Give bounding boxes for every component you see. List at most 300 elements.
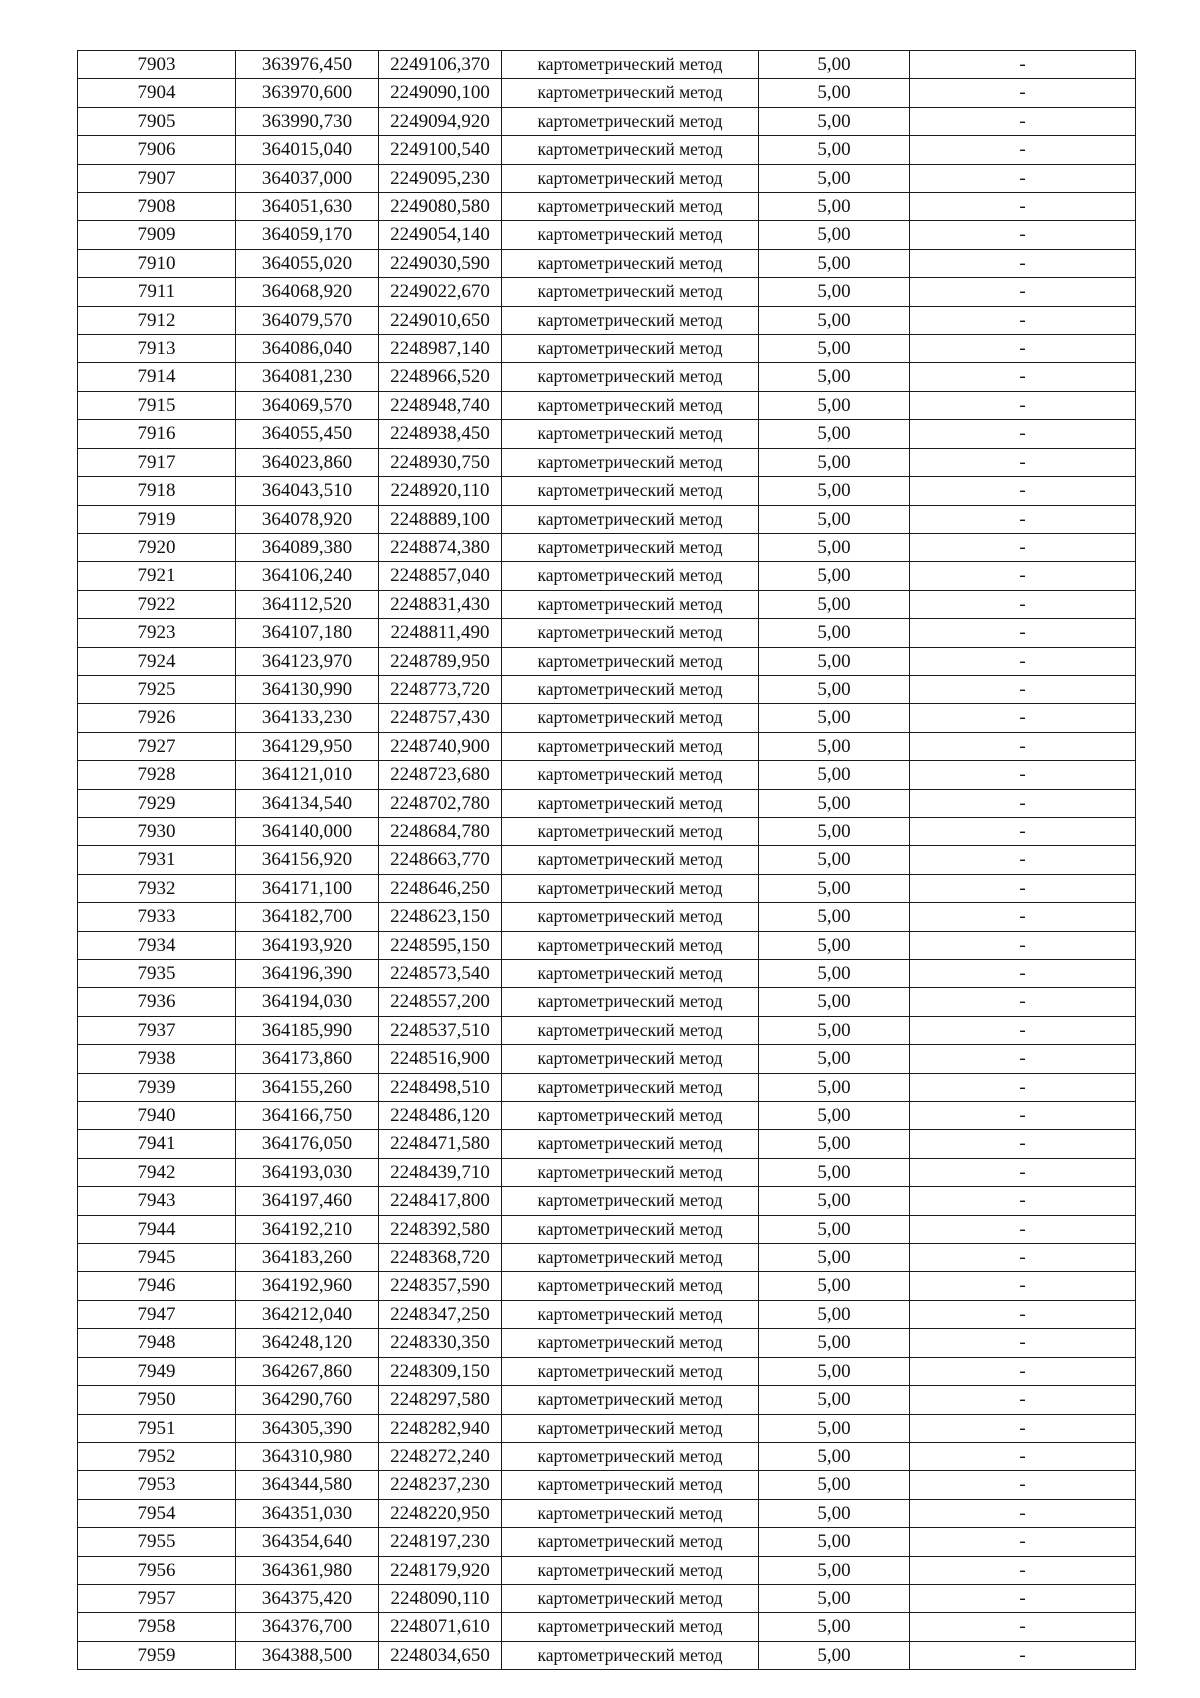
description-cell: - <box>910 1329 1136 1357</box>
method-cell: картометрический метод <box>502 1528 759 1556</box>
point-number-cell: 7935 <box>78 960 236 988</box>
method-cell: картометрический метод <box>502 164 759 192</box>
y-coordinate-cell: 2249054,140 <box>379 221 502 249</box>
table-row <box>78 1300 1136 1328</box>
error-cell: 5,00 <box>759 1584 910 1612</box>
y-coordinate-cell: 2248889,100 <box>379 505 502 533</box>
error-cell: 5,00 <box>759 420 910 448</box>
x-coordinate-cell: 364130,990 <box>236 675 379 703</box>
description-cell: - <box>910 1357 1136 1385</box>
description-cell: - <box>910 193 1136 221</box>
y-coordinate-cell: 2248773,720 <box>379 675 502 703</box>
y-coordinate-cell: 2248938,450 <box>379 420 502 448</box>
description-cell: - <box>910 874 1136 902</box>
method-cell: картометрический метод <box>502 1300 759 1328</box>
table-row <box>78 1613 1136 1641</box>
description-cell: - <box>910 1584 1136 1612</box>
y-coordinate-cell: 2248663,770 <box>379 846 502 874</box>
x-coordinate-cell: 364023,860 <box>236 448 379 476</box>
method-cell: картометрический метод <box>502 874 759 902</box>
x-coordinate-cell: 364059,170 <box>236 221 379 249</box>
error-cell: 5,00 <box>759 391 910 419</box>
error-cell: 5,00 <box>759 817 910 845</box>
y-coordinate-cell: 2248392,580 <box>379 1215 502 1243</box>
description-cell: - <box>910 1641 1136 1669</box>
point-number-cell: 7917 <box>78 448 236 476</box>
point-number-cell: 7954 <box>78 1499 236 1527</box>
y-coordinate-cell: 2248272,240 <box>379 1442 502 1470</box>
description-cell: - <box>910 1158 1136 1186</box>
error-cell: 5,00 <box>759 1499 910 1527</box>
table-row <box>78 960 1136 988</box>
table-row <box>78 533 1136 561</box>
table-row <box>78 1528 1136 1556</box>
y-coordinate-cell: 2248071,610 <box>379 1613 502 1641</box>
table-row <box>78 1556 1136 1584</box>
description-cell: - <box>910 278 1136 306</box>
point-number-cell: 7948 <box>78 1329 236 1357</box>
error-cell: 5,00 <box>759 1045 910 1073</box>
table-row <box>78 505 1136 533</box>
table-row <box>78 164 1136 192</box>
x-coordinate-cell: 364055,020 <box>236 249 379 277</box>
x-coordinate-cell: 364193,920 <box>236 931 379 959</box>
y-coordinate-cell: 2248811,490 <box>379 619 502 647</box>
description-cell: - <box>910 1130 1136 1158</box>
point-number-cell: 7905 <box>78 107 236 135</box>
error-cell: 5,00 <box>759 533 910 561</box>
x-coordinate-cell: 364121,010 <box>236 761 379 789</box>
table-row <box>78 1045 1136 1073</box>
error-cell: 5,00 <box>759 193 910 221</box>
y-coordinate-cell: 2248684,780 <box>379 817 502 845</box>
x-coordinate-cell: 364267,860 <box>236 1357 379 1385</box>
point-number-cell: 7918 <box>78 477 236 505</box>
description-cell: - <box>910 1187 1136 1215</box>
point-number-cell: 7913 <box>78 335 236 363</box>
y-coordinate-cell: 2248723,680 <box>379 761 502 789</box>
table-row <box>78 136 1136 164</box>
error-cell: 5,00 <box>759 107 910 135</box>
description-cell: - <box>910 335 1136 363</box>
y-coordinate-cell: 2248368,720 <box>379 1244 502 1272</box>
error-cell: 5,00 <box>759 1215 910 1243</box>
point-number-cell: 7937 <box>78 1016 236 1044</box>
error-cell: 5,00 <box>759 1641 910 1669</box>
table-row <box>78 1414 1136 1442</box>
method-cell: картометрический метод <box>502 420 759 448</box>
point-number-cell: 7955 <box>78 1528 236 1556</box>
method-cell: картометрический метод <box>502 647 759 675</box>
x-coordinate-cell: 364155,260 <box>236 1073 379 1101</box>
y-coordinate-cell: 2249080,580 <box>379 193 502 221</box>
method-cell: картометрический метод <box>502 1187 759 1215</box>
x-coordinate-cell: 364248,120 <box>236 1329 379 1357</box>
method-cell: картометрический метод <box>502 1215 759 1243</box>
table-row <box>78 1442 1136 1470</box>
error-cell: 5,00 <box>759 1442 910 1470</box>
description-cell: - <box>910 505 1136 533</box>
method-cell: картометрический метод <box>502 51 759 79</box>
method-cell: картометрический метод <box>502 477 759 505</box>
y-coordinate-cell: 2248646,250 <box>379 874 502 902</box>
description-cell: - <box>910 533 1136 561</box>
method-cell: картометрический метод <box>502 1272 759 1300</box>
method-cell: картометрический метод <box>502 619 759 647</box>
y-coordinate-cell: 2248197,230 <box>379 1528 502 1556</box>
point-number-cell: 7907 <box>78 164 236 192</box>
error-cell: 5,00 <box>759 732 910 760</box>
method-cell: картометрический метод <box>502 1102 759 1130</box>
table-row <box>78 1215 1136 1243</box>
point-number-cell: 7939 <box>78 1073 236 1101</box>
x-coordinate-cell: 364051,630 <box>236 193 379 221</box>
error-cell: 5,00 <box>759 221 910 249</box>
method-cell: картометрический метод <box>502 79 759 107</box>
error-cell: 5,00 <box>759 1158 910 1186</box>
method-cell: картометрический метод <box>502 363 759 391</box>
error-cell: 5,00 <box>759 1300 910 1328</box>
error-cell: 5,00 <box>759 931 910 959</box>
method-cell: картометрический метод <box>502 1158 759 1186</box>
table-row <box>78 789 1136 817</box>
description-cell: - <box>910 391 1136 419</box>
table-row <box>78 107 1136 135</box>
description-cell: - <box>910 1414 1136 1442</box>
point-number-cell: 7952 <box>78 1442 236 1470</box>
x-coordinate-cell: 364310,980 <box>236 1442 379 1470</box>
method-cell: картометрический метод <box>502 335 759 363</box>
y-coordinate-cell: 2248282,940 <box>379 1414 502 1442</box>
point-number-cell: 7911 <box>78 278 236 306</box>
point-number-cell: 7953 <box>78 1471 236 1499</box>
point-number-cell: 7916 <box>78 420 236 448</box>
method-cell: картометрический метод <box>502 1386 759 1414</box>
error-cell: 5,00 <box>759 1357 910 1385</box>
point-number-cell: 7951 <box>78 1414 236 1442</box>
point-number-cell: 7938 <box>78 1045 236 1073</box>
description-cell: - <box>910 1386 1136 1414</box>
x-coordinate-cell: 364123,970 <box>236 647 379 675</box>
y-coordinate-cell: 2248857,040 <box>379 562 502 590</box>
error-cell: 5,00 <box>759 1187 910 1215</box>
error-cell: 5,00 <box>759 335 910 363</box>
table-row <box>78 846 1136 874</box>
x-coordinate-cell: 364166,750 <box>236 1102 379 1130</box>
method-cell: картометрический метод <box>502 1641 759 1669</box>
point-number-cell: 7944 <box>78 1215 236 1243</box>
method-cell: картометрический метод <box>502 533 759 561</box>
error-cell: 5,00 <box>759 988 910 1016</box>
error-cell: 5,00 <box>759 164 910 192</box>
description-cell: - <box>910 1244 1136 1272</box>
y-coordinate-cell: 2248330,350 <box>379 1329 502 1357</box>
description-cell: - <box>910 107 1136 135</box>
y-coordinate-cell: 2249022,670 <box>379 278 502 306</box>
description-cell: - <box>910 761 1136 789</box>
error-cell: 5,00 <box>759 590 910 618</box>
point-number-cell: 7931 <box>78 846 236 874</box>
y-coordinate-cell: 2248090,110 <box>379 1584 502 1612</box>
x-coordinate-cell: 364037,000 <box>236 164 379 192</box>
table-row <box>78 1244 1136 1272</box>
method-cell: картометрический метод <box>502 221 759 249</box>
error-cell: 5,00 <box>759 51 910 79</box>
table-row <box>78 1187 1136 1215</box>
table-row <box>78 477 1136 505</box>
point-number-cell: 7921 <box>78 562 236 590</box>
method-cell: картометрический метод <box>502 590 759 618</box>
y-coordinate-cell: 2248595,150 <box>379 931 502 959</box>
y-coordinate-cell: 2248537,510 <box>379 1016 502 1044</box>
x-coordinate-cell: 364183,260 <box>236 1244 379 1272</box>
point-number-cell: 7958 <box>78 1613 236 1641</box>
table-row <box>78 391 1136 419</box>
x-coordinate-cell: 364112,520 <box>236 590 379 618</box>
method-cell: картометрический метод <box>502 1016 759 1044</box>
description-cell: - <box>910 363 1136 391</box>
description-cell: - <box>910 1215 1136 1243</box>
y-coordinate-cell: 2248486,120 <box>379 1102 502 1130</box>
coordinates-table <box>77 50 1136 1670</box>
method-cell: картометрический метод <box>502 107 759 135</box>
y-coordinate-cell: 2248220,950 <box>379 1499 502 1527</box>
x-coordinate-cell: 364107,180 <box>236 619 379 647</box>
method-cell: картометрический метод <box>502 817 759 845</box>
y-coordinate-cell: 2248874,380 <box>379 533 502 561</box>
error-cell: 5,00 <box>759 1073 910 1101</box>
x-coordinate-cell: 364185,990 <box>236 1016 379 1044</box>
point-number-cell: 7936 <box>78 988 236 1016</box>
y-coordinate-cell: 2248789,950 <box>379 647 502 675</box>
y-coordinate-cell: 2248623,150 <box>379 903 502 931</box>
error-cell: 5,00 <box>759 1386 910 1414</box>
x-coordinate-cell: 364194,030 <box>236 988 379 1016</box>
y-coordinate-cell: 2248179,920 <box>379 1556 502 1584</box>
y-coordinate-cell: 2248516,900 <box>379 1045 502 1073</box>
point-number-cell: 7925 <box>78 675 236 703</box>
method-cell: картометрический метод <box>502 1584 759 1612</box>
method-cell: картометрический метод <box>502 306 759 334</box>
point-number-cell: 7924 <box>78 647 236 675</box>
y-coordinate-cell: 2249094,920 <box>379 107 502 135</box>
point-number-cell: 7930 <box>78 817 236 845</box>
error-cell: 5,00 <box>759 1130 910 1158</box>
method-cell: картометрический метод <box>502 193 759 221</box>
x-coordinate-cell: 363970,600 <box>236 79 379 107</box>
point-number-cell: 7912 <box>78 306 236 334</box>
x-coordinate-cell: 364192,210 <box>236 1215 379 1243</box>
description-cell: - <box>910 675 1136 703</box>
method-cell: картометрический метод <box>502 1499 759 1527</box>
description-cell: - <box>910 1045 1136 1073</box>
error-cell: 5,00 <box>759 448 910 476</box>
x-coordinate-cell: 364086,040 <box>236 335 379 363</box>
method-cell: картометрический метод <box>502 846 759 874</box>
table-row <box>78 1130 1136 1158</box>
x-coordinate-cell: 364351,030 <box>236 1499 379 1527</box>
point-number-cell: 7946 <box>78 1272 236 1300</box>
y-coordinate-cell: 2248439,710 <box>379 1158 502 1186</box>
method-cell: картометрический метод <box>502 1414 759 1442</box>
error-cell: 5,00 <box>759 562 910 590</box>
description-cell: - <box>910 306 1136 334</box>
y-coordinate-cell: 2248831,430 <box>379 590 502 618</box>
description-cell: - <box>910 988 1136 1016</box>
point-number-cell: 7928 <box>78 761 236 789</box>
y-coordinate-cell: 2248357,590 <box>379 1272 502 1300</box>
error-cell: 5,00 <box>759 278 910 306</box>
x-coordinate-cell: 364305,390 <box>236 1414 379 1442</box>
error-cell: 5,00 <box>759 477 910 505</box>
x-coordinate-cell: 364173,860 <box>236 1045 379 1073</box>
point-number-cell: 7903 <box>78 51 236 79</box>
x-coordinate-cell: 364388,500 <box>236 1641 379 1669</box>
x-coordinate-cell: 364079,570 <box>236 306 379 334</box>
x-coordinate-cell: 364197,460 <box>236 1187 379 1215</box>
description-cell: - <box>910 846 1136 874</box>
table-row <box>78 1102 1136 1130</box>
point-number-cell: 7919 <box>78 505 236 533</box>
description-cell: - <box>910 732 1136 760</box>
description-cell: - <box>910 562 1136 590</box>
x-coordinate-cell: 364134,540 <box>236 789 379 817</box>
point-number-cell: 7906 <box>78 136 236 164</box>
table-row <box>78 761 1136 789</box>
y-coordinate-cell: 2248557,200 <box>379 988 502 1016</box>
table-row <box>78 335 1136 363</box>
x-coordinate-cell: 363976,450 <box>236 51 379 79</box>
table-row <box>78 590 1136 618</box>
description-cell: - <box>910 1016 1136 1044</box>
x-coordinate-cell: 364193,030 <box>236 1158 379 1186</box>
method-cell: картометрический метод <box>502 1357 759 1385</box>
error-cell: 5,00 <box>759 675 910 703</box>
y-coordinate-cell: 2248966,520 <box>379 363 502 391</box>
y-coordinate-cell: 2248237,230 <box>379 1471 502 1499</box>
description-cell: - <box>910 1613 1136 1641</box>
x-coordinate-cell: 364196,390 <box>236 960 379 988</box>
description-cell: - <box>910 590 1136 618</box>
x-coordinate-cell: 364089,380 <box>236 533 379 561</box>
table-row <box>78 903 1136 931</box>
description-cell: - <box>910 1442 1136 1470</box>
method-cell: картометрический метод <box>502 789 759 817</box>
point-number-cell: 7914 <box>78 363 236 391</box>
method-cell: картометрический метод <box>502 1613 759 1641</box>
point-number-cell: 7940 <box>78 1102 236 1130</box>
error-cell: 5,00 <box>759 1102 910 1130</box>
y-coordinate-cell: 2248920,110 <box>379 477 502 505</box>
table-row <box>78 647 1136 675</box>
error-cell: 5,00 <box>759 1016 910 1044</box>
table-row <box>78 1641 1136 1669</box>
description-cell: - <box>910 221 1136 249</box>
table-row <box>78 420 1136 448</box>
table-row <box>78 1073 1136 1101</box>
description-cell: - <box>910 420 1136 448</box>
error-cell: 5,00 <box>759 1272 910 1300</box>
y-coordinate-cell: 2248498,510 <box>379 1073 502 1101</box>
description-cell: - <box>910 1499 1136 1527</box>
x-coordinate-cell: 364212,040 <box>236 1300 379 1328</box>
description-cell: - <box>910 477 1136 505</box>
table-row <box>78 1272 1136 1300</box>
error-cell: 5,00 <box>759 903 910 931</box>
table-row <box>78 1329 1136 1357</box>
table-row <box>78 988 1136 1016</box>
method-cell: картометрический метод <box>502 732 759 760</box>
error-cell: 5,00 <box>759 846 910 874</box>
method-cell: картометрический метод <box>502 960 759 988</box>
table-row <box>78 817 1136 845</box>
x-coordinate-cell: 364182,700 <box>236 903 379 931</box>
description-cell: - <box>910 931 1136 959</box>
error-cell: 5,00 <box>759 619 910 647</box>
x-coordinate-cell: 364375,420 <box>236 1584 379 1612</box>
method-cell: картометрический метод <box>502 391 759 419</box>
method-cell: картометрический метод <box>502 931 759 959</box>
error-cell: 5,00 <box>759 505 910 533</box>
point-number-cell: 7942 <box>78 1158 236 1186</box>
error-cell: 5,00 <box>759 1613 910 1641</box>
y-coordinate-cell: 2249010,650 <box>379 306 502 334</box>
table-row <box>78 1386 1136 1414</box>
x-coordinate-cell: 363990,730 <box>236 107 379 135</box>
method-cell: картометрический метод <box>502 988 759 1016</box>
point-number-cell: 7910 <box>78 249 236 277</box>
description-cell: - <box>910 1471 1136 1499</box>
method-cell: картометрический метод <box>502 136 759 164</box>
x-coordinate-cell: 364055,450 <box>236 420 379 448</box>
method-cell: картометрический метод <box>502 1329 759 1357</box>
method-cell: картометрический метод <box>502 448 759 476</box>
error-cell: 5,00 <box>759 1471 910 1499</box>
y-coordinate-cell: 2248309,150 <box>379 1357 502 1385</box>
x-coordinate-cell: 364192,960 <box>236 1272 379 1300</box>
description-cell: - <box>910 249 1136 277</box>
description-cell: - <box>910 704 1136 732</box>
table-row <box>78 874 1136 902</box>
error-cell: 5,00 <box>759 1528 910 1556</box>
description-cell: - <box>910 1556 1136 1584</box>
point-number-cell: 7926 <box>78 704 236 732</box>
description-cell: - <box>910 817 1136 845</box>
error-cell: 5,00 <box>759 363 910 391</box>
point-number-cell: 7915 <box>78 391 236 419</box>
error-cell: 5,00 <box>759 1329 910 1357</box>
y-coordinate-cell: 2248297,580 <box>379 1386 502 1414</box>
description-cell: - <box>910 1300 1136 1328</box>
error-cell: 5,00 <box>759 960 910 988</box>
method-cell: картометрический метод <box>502 562 759 590</box>
point-number-cell: 7920 <box>78 533 236 561</box>
table-row <box>78 79 1136 107</box>
y-coordinate-cell: 2248930,750 <box>379 448 502 476</box>
table-row <box>78 51 1136 79</box>
x-coordinate-cell: 364376,700 <box>236 1613 379 1641</box>
table-row <box>78 619 1136 647</box>
error-cell: 5,00 <box>759 1556 910 1584</box>
y-coordinate-cell: 2248347,250 <box>379 1300 502 1328</box>
error-cell: 5,00 <box>759 249 910 277</box>
point-number-cell: 7943 <box>78 1187 236 1215</box>
table-row <box>78 221 1136 249</box>
x-coordinate-cell: 364140,000 <box>236 817 379 845</box>
x-coordinate-cell: 364133,230 <box>236 704 379 732</box>
description-cell: - <box>910 960 1136 988</box>
point-number-cell: 7957 <box>78 1584 236 1612</box>
